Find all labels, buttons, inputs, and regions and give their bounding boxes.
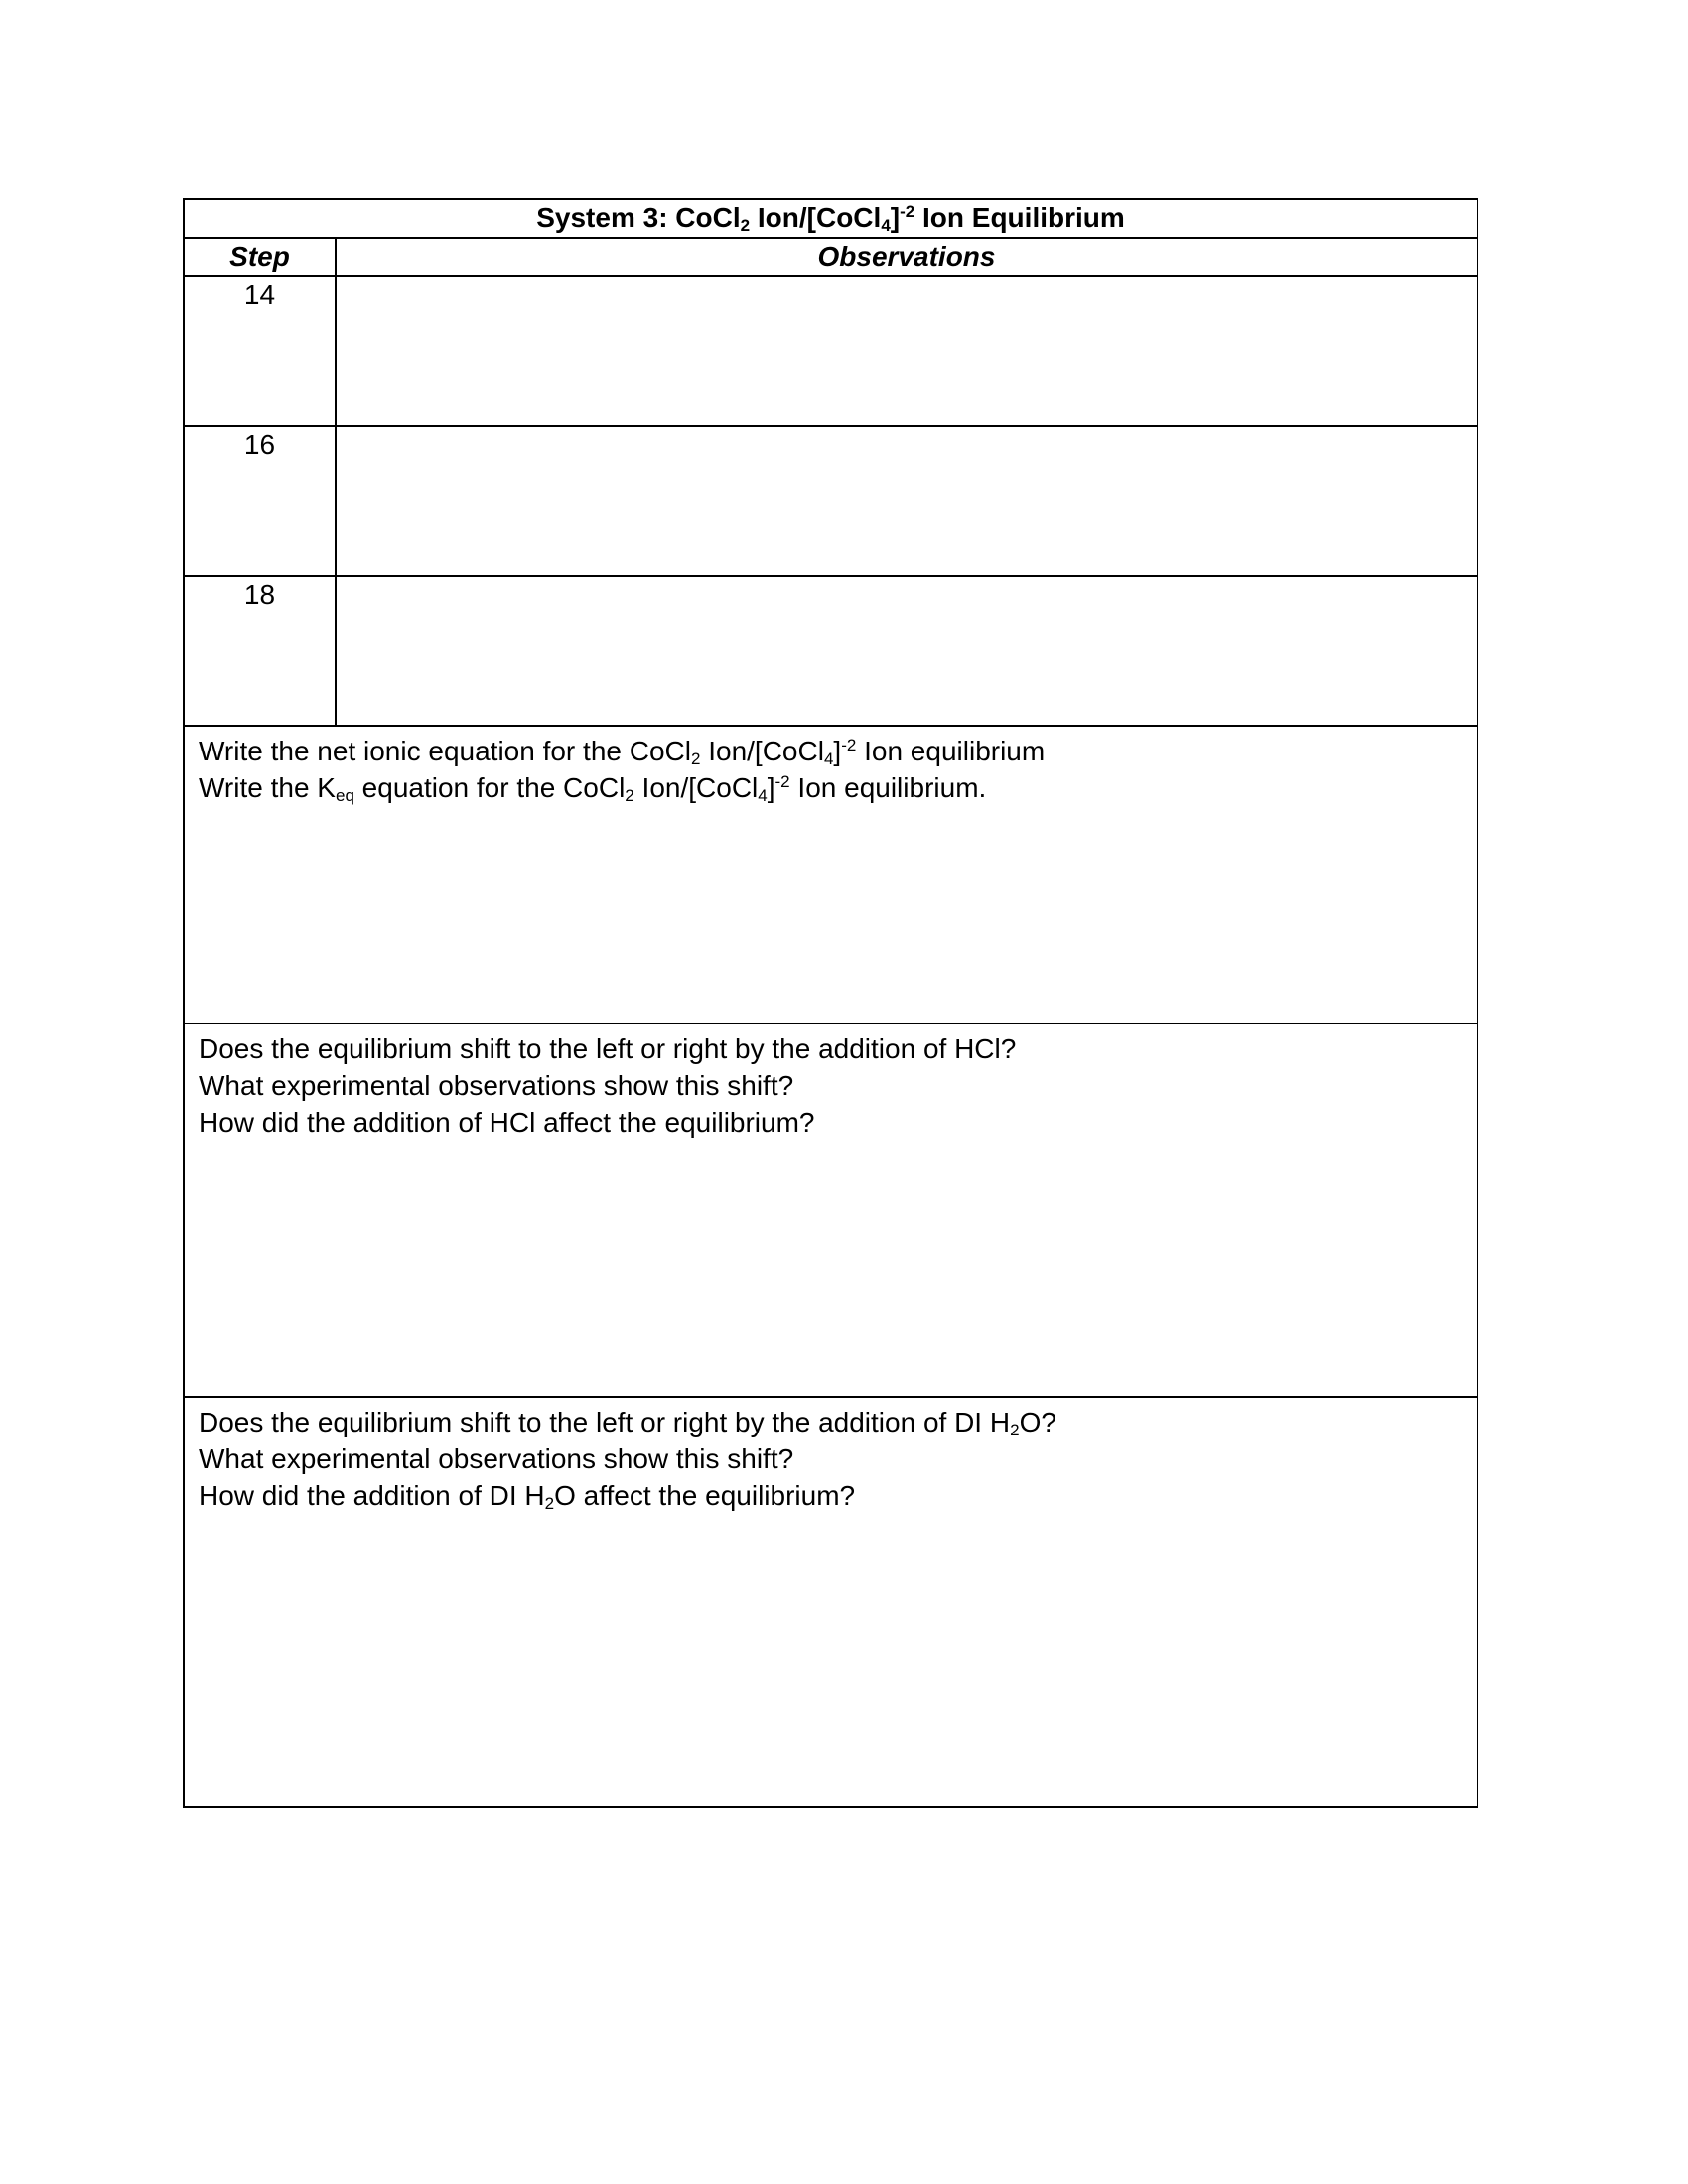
water-shift-question: Does the equilibrium shift to the left or right by the addition of DI $H_2O$? — [199, 1407, 1056, 1439]
hcl-shift-question: Does the equilibrium shift to the left or right by the addition of HCl? — [199, 1033, 1017, 1064]
keq-question: Write the $K_{eq}$ equation for the CoCl$_2$ Ion/[CoCl$_4$]$^{-2}$ Ion equilibrium. — [199, 772, 987, 805]
title-row — [184, 199, 1477, 238]
header-row — [184, 238, 1477, 276]
hcl-effect-question: How did the addition of HCl affect the equilibrium? — [199, 1107, 815, 1138]
observation-input-cell[interactable] — [336, 576, 1477, 726]
question-row-water — [184, 1397, 1477, 1807]
equilibrium-worksheet-table — [183, 198, 1478, 1808]
step-number: 16 — [184, 426, 336, 576]
step-column-header: Step — [184, 238, 336, 276]
table-row — [184, 426, 1477, 576]
hcl-observations-question: What experimental observations show this shift? — [199, 1070, 794, 1101]
observation-input-cell[interactable] — [336, 426, 1477, 576]
water-effect-question: How did the addition of DI $H_2O$ affect the equilibrium? — [199, 1480, 856, 1513]
table-row — [184, 276, 1477, 426]
question-row-hcl — [184, 1024, 1477, 1397]
step-number: 14 — [184, 276, 336, 426]
table-title: System 3: CoCl$_2$ Ion/[CoCl$_4$]$^{-2}$ Ion Equilibrium — [184, 199, 1477, 238]
hcl-answer-cell[interactable] — [184, 1024, 1477, 1397]
step-number: 18 — [184, 576, 336, 726]
question-row-equations — [184, 726, 1477, 1024]
equations-answer-cell[interactable] — [184, 726, 1477, 1024]
water-answer-cell[interactable] — [184, 1397, 1477, 1807]
observation-input-cell[interactable] — [336, 276, 1477, 426]
water-observations-question: What experimental observations show this shift? — [199, 1443, 794, 1474]
table-row — [184, 576, 1477, 726]
observations-column-header: Observations — [336, 238, 1477, 276]
net-ionic-question: Write the net ionic equation for the CoCl$_2$ Ion/[CoCl$_4$]$^{-2}$ Ion equilibrium — [199, 736, 1046, 768]
